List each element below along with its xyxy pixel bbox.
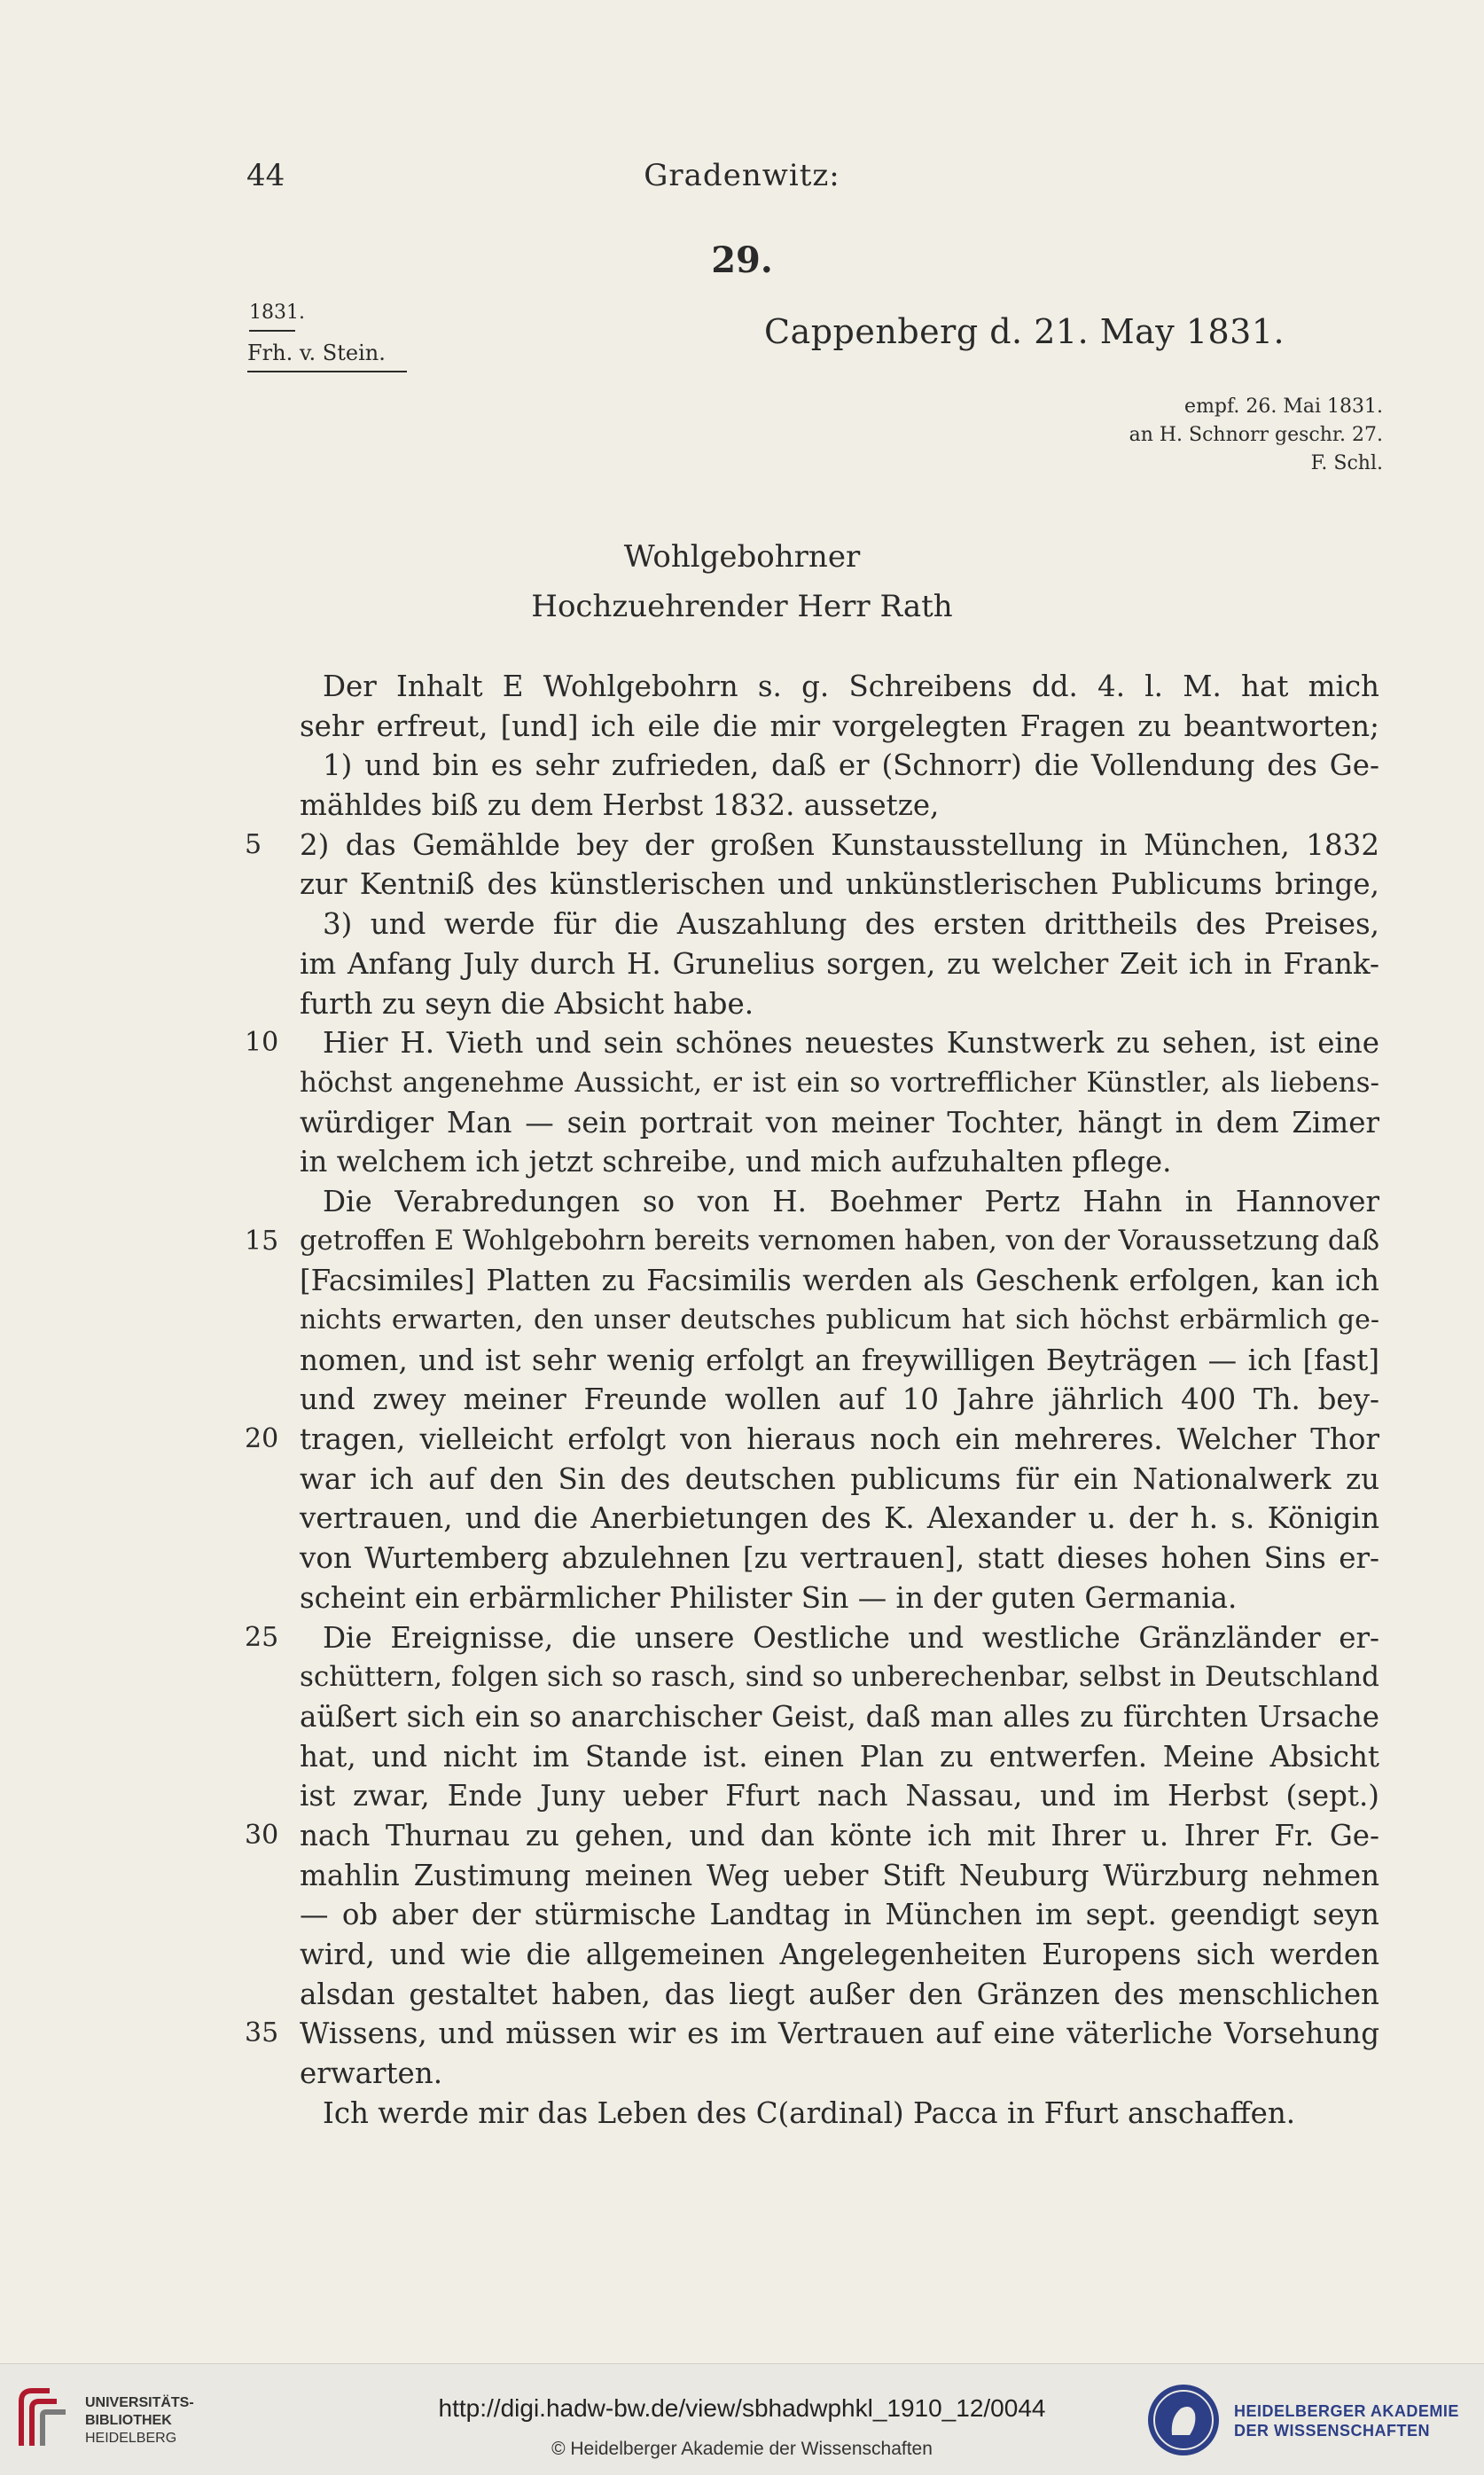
salutation-line: Wohlgebohrner — [623, 539, 861, 575]
text-line — [245, 1023, 1379, 1063]
text-line — [300, 667, 1379, 707]
text-line — [300, 1697, 1379, 1737]
academy-seal-icon — [1145, 2382, 1222, 2458]
line-text: vertrauen, und die Anerbietungen des K. Alexander u. der h. s. Königin — [300, 1501, 1379, 1536]
line-text: mähldes biß zu dem Herbst 1832. aussetze, — [300, 788, 940, 823]
line-text: wird, und wie die allgemeinen Angelegenheiten Europens sich werden — [300, 1938, 1379, 1971]
receipt-note: empf. 26. Mai 1831. — [1184, 396, 1383, 418]
text-line — [300, 2094, 1379, 2134]
line-number: 15 — [245, 1225, 279, 1257]
line-text: tragen, vielleicht erfolgt von hieraus noch ein mehreres. Welcher Thor — [300, 1422, 1379, 1457]
line-text: [Facsimiles] Platten zu Facsimilis werden als Geschenk erfolgen, kan ich — [300, 1264, 1379, 1298]
text-line — [300, 1856, 1379, 1896]
letter-body — [245, 667, 1380, 2133]
text-line — [300, 1539, 1379, 1578]
line-text: Wissens, und müssen wir es im Vertrauen auf eine väterliche Vorsehung — [300, 2017, 1379, 2051]
text-line — [300, 944, 1379, 984]
side-author: Frh. v. Stein. — [247, 341, 386, 365]
line-text: Der Inhalt E Wohlgebohrn s. g. Schreibens dd. 4. l. M. hat mich — [323, 670, 1379, 703]
text-line — [300, 746, 1379, 786]
copyright-notice: © Heidelberger Akademie der Wissenschaften — [551, 2439, 933, 2459]
text-line — [300, 1063, 1379, 1103]
line-text: — ob aber der stürmische Landtag in München im sept. geendigt seyn — [300, 1898, 1379, 1932]
text-line — [245, 1618, 1379, 1658]
text-line — [245, 1816, 1379, 1856]
salutation-line: Hochzuehrender Herr Rath — [531, 589, 953, 624]
text-line — [300, 1380, 1379, 1420]
place-date: Cappenberg d. 21. May 1831. — [764, 312, 1285, 351]
text-line — [245, 1222, 1379, 1262]
line-text: zur Kentniß des künstlerischen und unkünstlerischen Publicums bringe, — [300, 867, 1379, 902]
text-line — [300, 2054, 1379, 2094]
text-line — [300, 984, 1379, 1024]
text-line — [300, 1657, 1379, 1697]
side-year: 1831. — [249, 302, 305, 324]
line-text: und zwey meiner Freunde wollen auf 10 Jahre jährlich 400 Th. bey- — [300, 1382, 1379, 1417]
text-line — [300, 1776, 1379, 1816]
academy-name: HEIDELBERGER AKADEMIE DER WISSENSCHAFTEN — [1234, 2402, 1459, 2440]
line-text: Die Verabredungen so von H. Boehmer Pertz Hahn in Hannover — [323, 1184, 1379, 1218]
text-line — [300, 1737, 1379, 1777]
receipt-note: F. Schl. — [1310, 452, 1383, 474]
line-text: sehr erfreut, [und] ich eile die mir vorgelegten Fragen zu beantworten; — [300, 709, 1379, 743]
side-rule — [247, 371, 407, 372]
text-line — [300, 905, 1379, 944]
line-text: Die Ereignisse, die unsere Oestliche und westliche Gränzländer er- — [323, 1620, 1379, 1655]
line-text: Hier H. Vieth und sein schönes neuestes Kunstwerk zu sehen, ist eine — [323, 1026, 1379, 1061]
running-title: Gradenwitz: — [644, 158, 840, 193]
line-number: 10 — [245, 1027, 279, 1059]
text-line — [300, 1261, 1379, 1301]
text-line — [300, 1499, 1379, 1539]
text-line — [300, 865, 1379, 905]
line-number: 30 — [245, 1819, 279, 1851]
line-text: höchst angenehme Aussicht, er ist ein so vortrefflicher Künstler, als liebens- — [300, 1066, 1379, 1099]
line-text: mahlin Zustimung meinen Weg ueber Stift Neuburg Würzburg nehmen — [300, 1858, 1379, 1892]
line-text: nichts erwarten, den unser deutsches publicum hat sich höchst erbärmlich ge- — [300, 1304, 1379, 1335]
line-text: schüttern, folgen sich so rasch, sind so unberechenbar, selbst in Deutschland — [300, 1661, 1380, 1694]
line-text: nach Thurnau zu gehen, und dan könte ich mit Ihrer u. Ihrer Fr. Ge- — [300, 1818, 1379, 1852]
text-line — [300, 1301, 1379, 1341]
line-number: 5 — [245, 828, 262, 860]
text-line — [245, 2014, 1379, 2054]
receipt-note: an H. Schnorr geschr. 27. — [1129, 424, 1383, 446]
line-text: hat, und nicht im Stande ist. einen Plan zu entwerfen. Meine Absicht — [300, 1739, 1379, 1774]
line-number: 25 — [245, 1621, 279, 1653]
line-text: war ich auf den Sin des deutschen publicums für ein Nationalwerk zu — [300, 1461, 1379, 1496]
library-name: UNIVERSITÄTS- BIBLIOTHEK HEIDELBERG — [85, 2395, 194, 2446]
permalink-url[interactable]: http://digi.hadw-bw.de/view/sbhadwphkl_1910_12/0044 — [438, 2394, 1046, 2422]
page-number: 44 — [246, 158, 285, 193]
line-text: 1) und bin es sehr zufrieden, daß er (Schnorr) die Vollendung des Ge- — [323, 748, 1379, 783]
line-text: erwarten. — [300, 2056, 443, 2091]
line-text: nomen, und ist sehr wenig erfolgt an freywilligen Beyträgen — ich [fast] — [300, 1343, 1379, 1377]
line-text: furth zu seyn die Absicht habe. — [300, 986, 754, 1021]
line-text: Ich werde mir das Leben des C(ardinal) Pacca in Ffurt anschaffen. — [323, 2095, 1296, 2130]
line-text: alsdan gestaltet haben, das liegt außer den Gränzen des menschlichen — [300, 1977, 1379, 2011]
text-line — [300, 1182, 1379, 1222]
text-line — [300, 1895, 1379, 1935]
line-text: getroffen E Wohlgebohrn bereits vernomen haben, von der Voraussetzung daß — [300, 1225, 1379, 1257]
line-text: von Wurtemberg abzulehnen [zu vertrauen], statt dieses hohen Sins er- — [300, 1541, 1379, 1576]
text-line — [300, 1142, 1379, 1182]
line-text: würdiger Man — sein portrait von meiner Tochter, hängt in dem Zimer — [300, 1105, 1379, 1140]
text-line — [245, 1420, 1379, 1460]
text-line — [300, 1935, 1379, 1975]
letter-number: 29. — [711, 239, 773, 281]
line-text: aüßert sich ein so anarchischer Geist, daß man alles zu fürchten Ursache — [300, 1699, 1379, 1734]
line-text: ist zwar, Ende Juny ueber Ffurt nach Nassau, und im Herbst (sept.) — [300, 1779, 1379, 1813]
line-text: 3) und werde für die Auszahlung des ersten drittheils des Preises, — [323, 907, 1379, 942]
line-number: 35 — [245, 2017, 279, 2049]
text-line — [300, 1341, 1379, 1381]
line-text: in welchem ich jetzt schreibe, und mich aufzuhalten pflege. — [300, 1145, 1172, 1179]
line-number: 20 — [245, 1423, 279, 1455]
line-text: 2) das Gemählde bey der großen Kunstausstellung in München, 1832 — [300, 827, 1379, 862]
text-line — [245, 826, 1379, 865]
text-line — [300, 1975, 1379, 2015]
line-text: im Anfang July durch H. Grunelius sorgen, zu welcher Zeit ich in Frank- — [300, 946, 1379, 981]
side-rule — [249, 330, 295, 332]
text-line — [300, 786, 1379, 826]
footer-bar — [0, 2363, 1484, 2475]
text-line — [300, 1460, 1379, 1500]
text-line — [300, 1578, 1379, 1618]
line-text: scheint ein erbärmlicher Philister Sin — in der guten Germania. — [300, 1580, 1238, 1615]
text-line — [300, 1103, 1379, 1143]
text-line — [300, 707, 1379, 747]
